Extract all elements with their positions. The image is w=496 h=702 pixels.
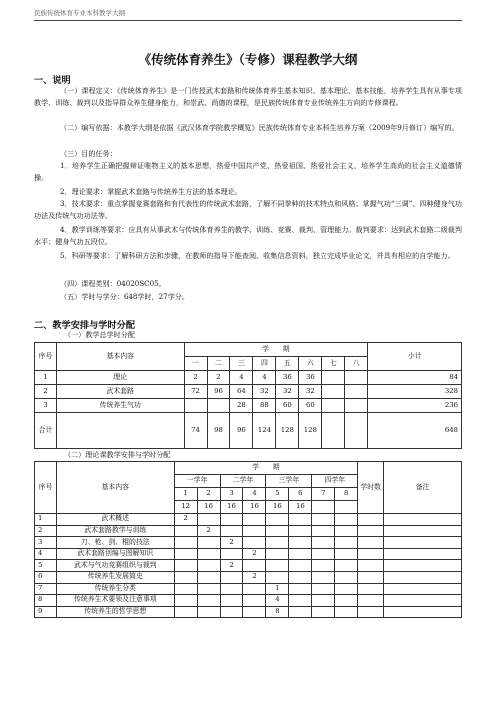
- row-note: [384, 537, 462, 549]
- theory-hours-table: [34, 461, 462, 618]
- row-content: 传统养生气功: [56, 399, 184, 413]
- t2-term-cell: 6: [289, 488, 312, 501]
- t2-week-cell: 16: [289, 501, 312, 514]
- term-hours-cell: [197, 571, 220, 583]
- term-hours-cell: [197, 606, 220, 618]
- term-hours-cell: 32: [253, 385, 276, 399]
- para-definition: （一）课程定义：《传统体育养生》是一门传授武术套路和传统体育养生基本知识、基本理论、基本技能，培养学生具有从事专项教学、训练、裁判以及指导群众养生健身能力，和崇武、尚德的课程，是民族传统体育专业传统养生方向的专修课程。: [34, 86, 462, 107]
- term-hours-cell: [312, 525, 335, 537]
- term-hours-cell: [289, 595, 312, 607]
- para-hours: （五）学时与学分：648学时，27学分。: [60, 292, 189, 301]
- row-seq: 2: [35, 525, 57, 537]
- term-hours-cell: [335, 595, 358, 607]
- term-hours-cell: 2: [220, 560, 243, 572]
- t1-term-cell: 四: [253, 357, 276, 371]
- table-row: [35, 560, 462, 572]
- sum-term-cell: 128: [276, 413, 299, 449]
- term-hours-cell: [220, 548, 243, 560]
- term-hours-cell: [335, 606, 358, 618]
- term-hours-cell: [266, 548, 289, 560]
- row-note: [384, 560, 462, 572]
- term-hours-cell: 36: [276, 371, 299, 385]
- term-hours-cell: [220, 583, 243, 595]
- term-hours-cell: 1: [266, 583, 289, 595]
- row-seq: 4: [35, 548, 57, 560]
- row-seq: 2: [35, 385, 57, 399]
- sum-label: 合计: [35, 413, 57, 449]
- row-content: 武术与气功竞赛组织与裁判: [56, 560, 174, 572]
- term-hours-cell: 36: [299, 371, 322, 385]
- term-hours-cell: [335, 583, 358, 595]
- term-hours-cell: [197, 583, 220, 595]
- row-note: [384, 583, 462, 595]
- row-hours: [358, 606, 384, 618]
- row-seq: 1: [35, 371, 57, 385]
- row-seq: 5: [35, 560, 57, 572]
- t2-term-cell: 1: [174, 488, 197, 501]
- term-hours-cell: 2: [207, 371, 230, 385]
- row-hours: [358, 525, 384, 537]
- term-hours-cell: [322, 385, 345, 399]
- sum-term-cell: [322, 413, 345, 449]
- table-row: [35, 371, 462, 385]
- t2-term-cell: 8: [335, 488, 358, 501]
- term-hours-cell: [197, 514, 220, 526]
- table-row: [35, 385, 462, 399]
- term-hours-cell: [220, 514, 243, 526]
- term-hours-cell: [289, 571, 312, 583]
- t2-week-cell: 16: [220, 501, 243, 514]
- goal-item-3: 3．技术要求：重点掌握竞赛套路和有代表性的传统武术套路，了解不同拳种的技术特点和风格；掌握气功“三调”、四种健身气功功法及传统气功功法等。: [34, 199, 462, 220]
- term-hours-cell: [174, 606, 197, 618]
- term-hours-cell: [335, 514, 358, 526]
- term-hours-cell: [243, 514, 266, 526]
- term-hours-cell: [322, 371, 345, 385]
- t2-term-cell: 5: [266, 488, 289, 501]
- para-basis: （二）编写依据：本教学大纲是依据《武汉体育学院教学概览》民族传统体育专业本科生培养方案（2009年9月修订）编写的。: [60, 123, 459, 132]
- term-hours-cell: [243, 606, 266, 618]
- term-hours-cell: 8: [266, 606, 289, 618]
- row-note: [384, 525, 462, 537]
- row-seq: 7: [35, 583, 57, 595]
- t2-header-content: 基本内容: [56, 462, 174, 514]
- term-hours-cell: [312, 571, 335, 583]
- term-hours-cell: [335, 537, 358, 549]
- term-hours-cell: [243, 595, 266, 607]
- row-note: [384, 571, 462, 583]
- term-hours-cell: 4: [253, 371, 276, 385]
- row-hours: [358, 537, 384, 549]
- table-row: [35, 595, 462, 607]
- row-hours: [358, 560, 384, 572]
- row-content: 武术套路创编与图解知识: [56, 548, 174, 560]
- t2-week-cell: 16: [197, 501, 220, 514]
- term-hours-cell: [289, 583, 312, 595]
- t2-year-cell: 三学年: [266, 475, 312, 488]
- row-seq: 9: [35, 606, 57, 618]
- term-hours-cell: [335, 560, 358, 572]
- term-hours-cell: [197, 595, 220, 607]
- term-hours-cell: [322, 399, 345, 413]
- row-seq: 8: [35, 595, 57, 607]
- row-total: 328: [368, 385, 462, 399]
- t2-header-seq: 序号: [35, 462, 57, 514]
- term-hours-cell: 32: [299, 385, 322, 399]
- para-goals: （三）目的任务：: [60, 149, 117, 158]
- term-hours-cell: [312, 548, 335, 560]
- t1-header-total: 小计: [368, 343, 462, 371]
- t2-week-cell: [312, 501, 335, 514]
- t2-term-cell: 2: [197, 488, 220, 501]
- t2-term-cell: 7: [312, 488, 335, 501]
- t2-header-note: 备注: [384, 462, 462, 514]
- term-hours-cell: 4: [266, 595, 289, 607]
- term-hours-cell: [266, 514, 289, 526]
- row-seq: 6: [35, 571, 57, 583]
- term-hours-cell: 2: [243, 548, 266, 560]
- term-hours-cell: 88: [253, 399, 276, 413]
- row-note: [384, 606, 462, 618]
- row-note: [384, 514, 462, 526]
- term-hours-cell: 28: [230, 399, 253, 413]
- term-hours-cell: 64: [230, 385, 253, 399]
- term-hours-cell: [266, 537, 289, 549]
- term-hours-cell: [174, 571, 197, 583]
- t2-week-cell: 16: [243, 501, 266, 514]
- table-row: [35, 583, 462, 595]
- row-content: 理论: [56, 371, 184, 385]
- term-hours-cell: 60: [276, 399, 299, 413]
- term-hours-cell: 60: [299, 399, 322, 413]
- t1-term-cell: 六: [299, 357, 322, 371]
- term-hours-cell: [174, 525, 197, 537]
- term-hours-cell: [312, 560, 335, 572]
- row-note: [384, 548, 462, 560]
- sum-term-cell: 96: [230, 413, 253, 449]
- goal-item-5: 5．科研等要求：了解科研方法和步骤，在教师的指导下能查阅、收集信息资料，独立完成毕业论文，并具有相应的自学能力。: [60, 251, 455, 260]
- sum-total: 648: [368, 413, 462, 449]
- t2-term-cell: 4: [243, 488, 266, 501]
- term-hours-cell: [174, 560, 197, 572]
- row-seq: 3: [35, 537, 57, 549]
- term-hours-cell: [312, 606, 335, 618]
- table-row: [35, 514, 462, 526]
- header-divider: [34, 20, 462, 21]
- term-hours-cell: [243, 560, 266, 572]
- t1-term-cell: 三: [230, 357, 253, 371]
- goal-item-1: 1．培养学生正确把握辩证唯物主义的基本思想，热爱中国共产党、热爱祖国、热爱社会主义，培养学生高尚的社会主义道德情操。: [34, 161, 462, 182]
- row-seq: 3: [35, 399, 57, 413]
- term-hours-cell: 2: [184, 371, 207, 385]
- term-hours-cell: [197, 560, 220, 572]
- term-hours-cell: [197, 548, 220, 560]
- row-content: 武术套路: [56, 385, 184, 399]
- term-hours-cell: [289, 514, 312, 526]
- sum-term-cell: 74: [184, 413, 207, 449]
- row-content: 武术概述: [56, 514, 174, 526]
- row-total: 236: [368, 399, 462, 413]
- term-hours-cell: [289, 537, 312, 549]
- term-hours-cell: 2: [243, 571, 266, 583]
- row-hours: [358, 571, 384, 583]
- term-hours-cell: [312, 514, 335, 526]
- row-note: [384, 595, 462, 607]
- term-hours-cell: [312, 595, 335, 607]
- term-hours-cell: [174, 548, 197, 560]
- term-hours-cell: [289, 560, 312, 572]
- sum-term-cell: 128: [299, 413, 322, 449]
- row-seq: 1: [35, 514, 57, 526]
- total-hours-table: [34, 342, 462, 449]
- t1-term-cell: 二: [207, 357, 230, 371]
- term-hours-cell: [335, 525, 358, 537]
- t1-header-seq: 序号: [35, 343, 57, 371]
- t2-year-cell: 四学年: [312, 475, 358, 488]
- term-hours-cell: [220, 571, 243, 583]
- term-hours-cell: [266, 571, 289, 583]
- term-hours-cell: 2: [174, 514, 197, 526]
- row-hours: [358, 595, 384, 607]
- term-hours-cell: [345, 371, 368, 385]
- row-hours: [358, 583, 384, 595]
- term-hours-cell: [220, 525, 243, 537]
- goal-item-4: 4．教学训练等要求：应具有从事武术与传统体育养生的教学、训练、竞赛、裁判、管理能力。裁判要求：达到武术套路二级裁判水平；健身气功五段位。: [34, 225, 462, 246]
- term-hours-cell: 96: [207, 385, 230, 399]
- t1-term-cell: 八: [345, 357, 368, 371]
- section-heading-2: 二、教学安排与学时分配: [34, 320, 136, 331]
- row-content: 武术套路教学与训练: [56, 525, 174, 537]
- term-hours-cell: [312, 537, 335, 549]
- term-hours-cell: [266, 560, 289, 572]
- t2-week-cell: 16: [266, 501, 289, 514]
- sum-term-cell: [345, 413, 368, 449]
- t1-term-cell: 一: [184, 357, 207, 371]
- term-hours-cell: [197, 537, 220, 549]
- table-row: [35, 571, 462, 583]
- term-hours-cell: [312, 583, 335, 595]
- term-hours-cell: [174, 537, 197, 549]
- term-hours-cell: 72: [184, 385, 207, 399]
- para-category: （四）课程类别：04020SC05。: [60, 279, 166, 288]
- table-row: [35, 399, 462, 413]
- table-row: [35, 525, 462, 537]
- row-total: 84: [368, 371, 462, 385]
- term-hours-cell: [184, 399, 207, 413]
- t2-year-cell: 一学年: [174, 475, 220, 488]
- sum-term-cell: 98: [207, 413, 230, 449]
- document-title: 《传统体育养生》（专修）课程教学大纲: [138, 52, 358, 67]
- table-row: [35, 548, 462, 560]
- row-content: 传统养生术要领及注意事项: [56, 595, 174, 607]
- term-hours-cell: [174, 595, 197, 607]
- term-hours-cell: [345, 385, 368, 399]
- term-hours-cell: 2: [220, 537, 243, 549]
- term-hours-cell: [289, 525, 312, 537]
- term-hours-cell: [289, 606, 312, 618]
- table2-caption: （二）理论课教学安排与学时分配: [64, 450, 171, 459]
- row-content: 刀、枪、剑、棍的技法: [56, 537, 174, 549]
- term-hours-cell: [174, 583, 197, 595]
- term-hours-cell: [289, 548, 312, 560]
- row-hours: [358, 514, 384, 526]
- term-hours-cell: [207, 399, 230, 413]
- table-row-total: [35, 413, 462, 449]
- t2-week-cell: 12: [174, 501, 197, 514]
- t2-week-cell: [335, 501, 358, 514]
- table-row: [35, 606, 462, 618]
- t2-header-term: 学 期: [174, 462, 358, 475]
- term-hours-cell: [243, 537, 266, 549]
- row-hours: [358, 548, 384, 560]
- row-content: 传统养生分类: [56, 583, 174, 595]
- t1-term-cell: 七: [322, 357, 345, 371]
- row-content: 传统养生发展简史: [56, 571, 174, 583]
- term-hours-cell: [266, 525, 289, 537]
- t1-term-cell: 五: [276, 357, 299, 371]
- term-hours-cell: [220, 595, 243, 607]
- running-header: 民族传统体育专业本科教学大纲: [34, 9, 125, 17]
- term-hours-cell: 4: [230, 371, 253, 385]
- term-hours-cell: [345, 399, 368, 413]
- t2-header-hours: 学时数: [358, 462, 384, 514]
- t2-year-cell: 二学年: [220, 475, 266, 488]
- row-content: 传统养生的哲学思想: [56, 606, 174, 618]
- section-heading-1: 一、说明: [34, 75, 71, 86]
- term-hours-cell: [335, 548, 358, 560]
- term-hours-cell: [220, 606, 243, 618]
- sum-content: [56, 413, 184, 449]
- term-hours-cell: 2: [197, 525, 220, 537]
- t1-header-content: 基本内容: [56, 343, 184, 371]
- term-hours-cell: [243, 525, 266, 537]
- term-hours-cell: 32: [276, 385, 299, 399]
- sum-term-cell: 124: [253, 413, 276, 449]
- table1-caption: （一）教学总学时分配: [64, 330, 135, 339]
- term-hours-cell: [243, 583, 266, 595]
- table-row: [35, 537, 462, 549]
- term-hours-cell: [335, 571, 358, 583]
- goal-item-2: 2．理论要求：掌握武术套路与传统养生方法的基本理论。: [60, 187, 242, 196]
- t2-term-cell: 3: [220, 488, 243, 501]
- t1-header-term: 学 期: [184, 343, 368, 357]
